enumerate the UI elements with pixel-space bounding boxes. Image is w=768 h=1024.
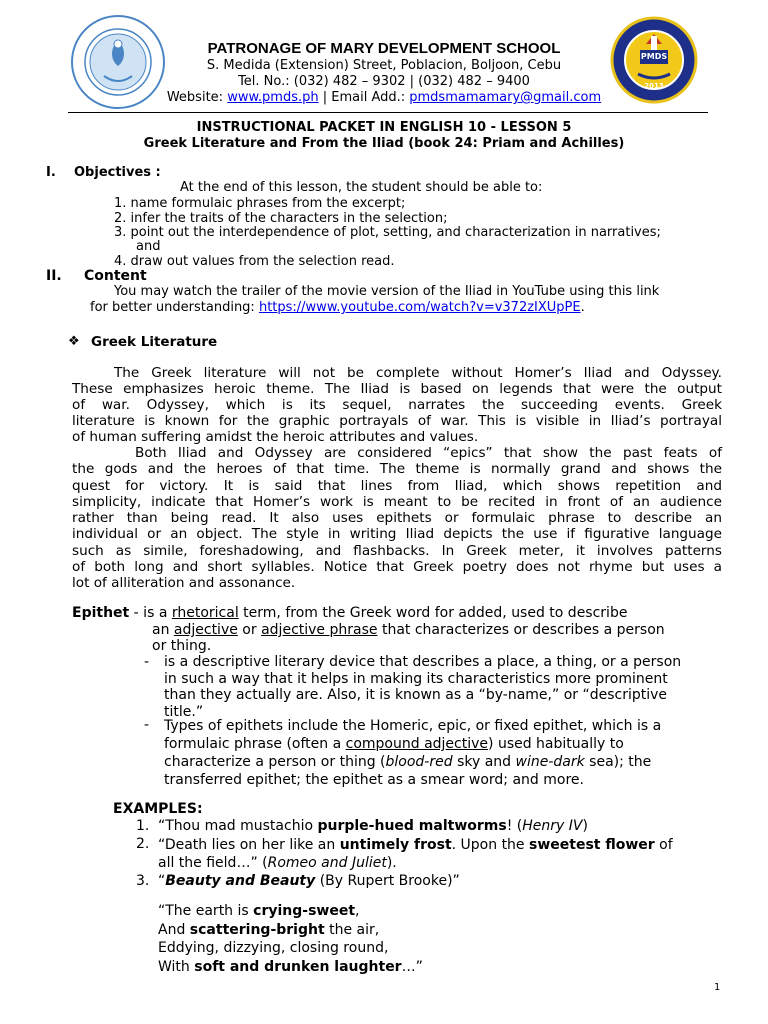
paragraph-line: than they actually are. Also, it is known as a “by-name,” or “descriptive (164, 687, 668, 703)
school-name: PATRONAGE OF MARY DEVELOPMENT SCHOOL (207, 40, 561, 57)
objective-item: 3. point out the interdependence of plot, setting, and characterization in narratives; (114, 225, 661, 240)
text-run: term, from the Greek word for added, used to describe (238, 605, 628, 621)
right-logo-year: 2013 (644, 82, 664, 90)
paragraph-line: is a descriptive literary device that describes a place, a thing, or a person (164, 654, 682, 670)
epithet-description-2 (164, 717, 724, 789)
compound-adjective-underlined: compound adjective (345, 736, 489, 752)
text-run: characterize a person or thing ( (164, 754, 386, 770)
text-run: ). (386, 855, 397, 871)
school-address: S. Medida (Extension) Street, Poblacion, Boljoon, Cebu (206, 58, 562, 73)
greek-literature-heading: Greek Literature (91, 334, 218, 350)
paragraph-line: Both Iliad and Odyssey are considered “epics” that show the past feats of (135, 445, 722, 461)
bold-epithet: scattering-bright (189, 921, 325, 938)
school-telephone: Tel. No.: (032) 482 – 9302 | (032) 482 – 9400 (238, 74, 530, 89)
text-run: ) used habitually to (488, 736, 624, 752)
source-title: Henry IV (522, 818, 583, 834)
greek-paragraph-2 (72, 445, 722, 592)
paragraph-line: such as simile, foreshadowing, and flashbacks. In Greek meter, it involves patterns (72, 542, 722, 559)
poem-line (158, 921, 423, 940)
text-run: …” (401, 958, 423, 975)
paragraph-line: transferred epithet; the epithet as a smear word; and more. (164, 772, 584, 788)
italic-example: blood-red (385, 754, 453, 770)
paragraph-line: title.” (164, 703, 204, 720)
text-run: all the field…” ( (158, 855, 268, 871)
example-3 (158, 873, 460, 889)
email-label: | Email Add.: (318, 90, 410, 105)
content-link-suffix: . (580, 300, 585, 315)
paragraph-line: the gods and the heroes of that time. The theme is normally grand and shows the (72, 461, 722, 478)
text-run: - is a (129, 605, 172, 621)
text-run: “Thou mad mustachio (158, 818, 318, 834)
bold-epithet: soft and drunken laughter (194, 958, 402, 975)
text-run: “The earth is (158, 903, 254, 919)
paragraph-line: The Greek literature will not be complete without Homer’s Iliad and Odyssey. (114, 365, 722, 381)
paragraph-line (158, 836, 728, 854)
objectives-heading: Objectives : (74, 165, 161, 180)
paragraph-line: rather than being read. It also uses epithets or formulaic phrase to describe an (72, 510, 722, 527)
objective-item-continuation: and (136, 239, 161, 254)
objectives-intro: At the end of this lesson, the student should be able to: (180, 180, 543, 195)
example-number: 1. (136, 818, 150, 834)
paragraph-line: literature is known for the graphic portrayals of war. This is visible in Iliad’s portrayal (72, 413, 722, 429)
paragraph-line: individual or an object. The style in writing Iliad depicts the use if figurative language (72, 526, 722, 543)
school-contact-line (0, 90, 768, 105)
objective-item: 1. name formulaic phrases from the excerpt; (114, 196, 406, 211)
epithet-term: Epithet (72, 605, 130, 621)
dash-bullet: - (144, 717, 150, 733)
text-run: sea); the (584, 754, 652, 770)
youtube-trailer-link[interactable]: https://www.youtube.com/watch?v=v372zIXUpPE (258, 300, 581, 315)
greek-paragraph-1 (72, 365, 722, 445)
poem-line (158, 902, 423, 921)
bold-epithet: untimely frost (339, 837, 452, 853)
content-heading: Content (84, 268, 147, 284)
paragraph-line: of war. Odyssey, which is its sequel, narrates the succeeding events. Greek (72, 397, 722, 413)
epithet-definition-line-1 (72, 605, 627, 621)
text-run: And (158, 921, 190, 938)
packet-title: INSTRUCTIONAL PACKET IN ENGLISH 10 - LESSON 5 (196, 120, 572, 135)
epithet-description-1 (164, 654, 724, 720)
adjective-underlined: adjective (173, 622, 238, 638)
examples-heading: EXAMPLES: (113, 801, 203, 817)
text-run: sky and (452, 754, 516, 770)
text-run: “ (158, 873, 166, 889)
website-label: Website: (166, 90, 228, 105)
text-run: or (237, 622, 262, 638)
text-run: ! ( (506, 818, 523, 834)
poem-title: Beauty and Beauty (165, 873, 316, 889)
right-logo-abbr: PMDS (640, 52, 668, 61)
header-divider (68, 112, 708, 113)
paragraph-line: quest for victory. It is said that lines from Iliad, which shows repetition and (72, 477, 722, 494)
content-numeral: II. (46, 268, 62, 284)
poem-excerpt (158, 902, 423, 976)
objectives-numeral: I. (46, 165, 56, 180)
example-number: 2. (136, 836, 150, 852)
email-link[interactable]: pmdsmamamary@gmail.com (409, 90, 602, 105)
example-1 (158, 818, 588, 834)
content-paragraph-line (90, 300, 585, 315)
paragraph-line: simplicity, indicate that Homer’s work is meant to be recited in front of an audience (72, 493, 722, 510)
paragraph-line: These emphasizes heroic theme. The Iliad is based on legends that were the output (72, 381, 722, 397)
paragraph-line (158, 854, 728, 872)
paragraph-line: of both long and short syllables. Notice that Greek poetry does not rhyme but uses a (72, 559, 722, 576)
adjective-phrase-underlined: adjective phrase (261, 622, 378, 638)
paragraph-line: of human suffering amidst the heroic attributes and values. (72, 429, 479, 445)
content-link-prefix: for better understanding: (90, 300, 259, 315)
epithet-definition-line-2 (152, 622, 665, 638)
example-number: 3. (136, 873, 150, 889)
rhetorical-underlined: rhetorical (171, 605, 239, 621)
content-paragraph-line: You may watch the trailer of the movie version of the Iliad in YouTube using this link (114, 284, 660, 299)
epithet-definition-line-3: or thing. (152, 638, 212, 654)
text-run: the air, (324, 921, 380, 938)
paragraph-line: in such a way that it helps in making its characteristics more prominent (164, 670, 668, 687)
text-run: (By Rupert Brooke)” (315, 873, 460, 889)
text-run: ) (582, 818, 588, 834)
objective-item: 2. infer the traits of the characters in the selection; (114, 211, 448, 226)
text-run: With (158, 958, 195, 975)
bold-epithet: crying-sweet (253, 903, 356, 919)
poem-line (158, 958, 423, 977)
paragraph-line (164, 735, 724, 753)
bold-epithet: purple-hued maltworms (317, 818, 507, 834)
lesson-subtitle: Greek Literature and From the Iliad (book 24: Priam and Achilles) (143, 136, 625, 151)
website-link[interactable]: www.pmds.ph (227, 90, 319, 105)
page-number: 1 (714, 982, 721, 993)
diamond-bullet-icon: ❖ (68, 334, 80, 349)
text-run: “Death lies on her like an (158, 837, 340, 853)
paragraph-line: Types of epithets include the Homeric, epic, or fixed epithet, which is a (164, 718, 662, 734)
text-run: , (355, 903, 360, 919)
objective-item: 4. draw out values from the selection read. (114, 254, 395, 269)
text-run: of (654, 837, 673, 853)
text-run: . Upon the (451, 837, 529, 853)
dash-bullet: - (144, 654, 150, 670)
source-title: Romeo and Juliet (267, 855, 387, 871)
bold-epithet: sweetest flower (529, 837, 655, 853)
paragraph-line: lot of alliteration and assonance. (72, 575, 296, 592)
text-run: that characterizes or describes a person (377, 622, 665, 638)
text-run: formulaic phrase (often a (164, 736, 346, 752)
poem-line: Eddying, dizzying, closing round, (158, 940, 389, 956)
example-2 (158, 836, 728, 872)
italic-example: wine-dark (515, 754, 585, 770)
text-run: an (152, 622, 174, 638)
paragraph-line (164, 753, 724, 771)
